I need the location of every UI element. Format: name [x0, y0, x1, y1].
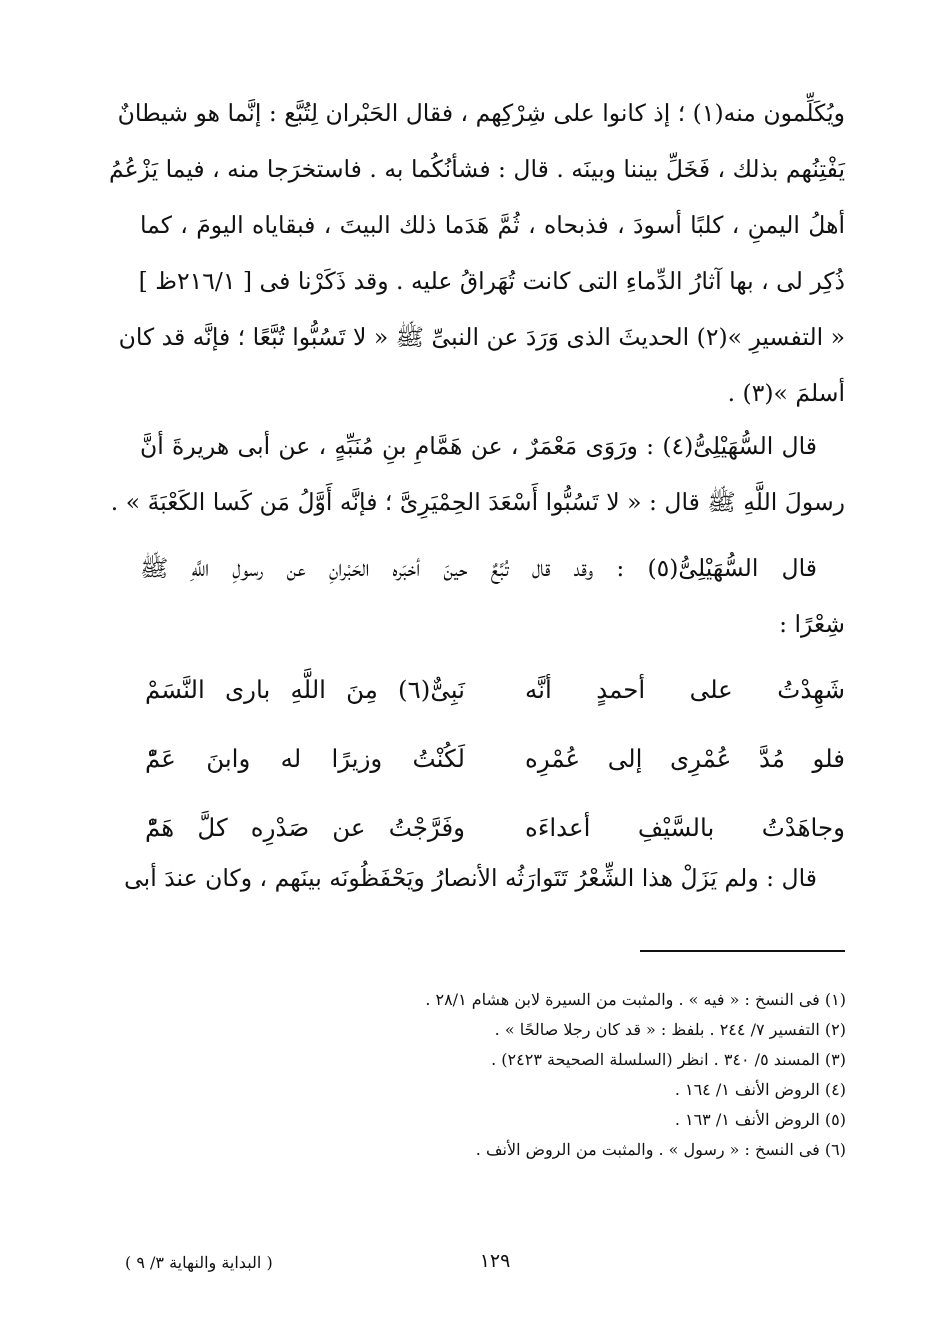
text-line: قال السُّهَيْلِىُّ(٤) : ورَوَى مَعْمَرٌ ، عن هَمَّامِ بنِ مُنَبِّهٍ ، عن أبى هريرةَ أنَّ — [140, 432, 817, 460]
text-line: « التفسيرِ »(٢) الحديثَ الذى وَرَدَ عن النبىِّ ﷺ « لا تَسُبُّوا تُبَّعًا ؛ فإنَّه قد كان — [118, 323, 845, 351]
footnotes — [226, 985, 846, 1165]
footnote: (٢) التفسير ٧/ ٢٤٤ . بلفظ : « قد كان رجلا صالحًا » . — [494, 1020, 846, 1039]
text-line: رسولَ اللَّهِ ﷺ قال : « لا تَسُبُّوا أَسْعَدَ الحِمْيَرِىَّ ؛ فإنَّه أَوَّلُ مَن كَسا الكَعْبَةَ » . — [110, 488, 845, 516]
poem-verse — [145, 655, 845, 724]
poem — [145, 655, 845, 862]
text-line: أهلُ اليمنِ ، كلبًا أسودَ ، فذبحاه ، ثُمَّ هَدَما ذلك البيتَ ، فبقاياه اليومَ ، كما — [140, 211, 845, 239]
text-line: قال : ولم يَزَلْ هذا الشِّعْرُ تَتَوارَثُه الأنصارُ ويَحْفَظُونَه بينَهم ، وكان عندَ أبى — [124, 864, 817, 892]
verse-second-hemistich: لَكُنْتُ وزيرًا له وابنَ عَمّْ — [145, 744, 465, 773]
text-line: شِعْرًا : — [779, 610, 845, 638]
body-paragraph-3 — [140, 540, 845, 652]
body-paragraph-4 — [124, 850, 845, 906]
footnote: (٥) الروض الأنف ١/ ١٦٣ . — [674, 1110, 846, 1129]
text-line: يَفْتِنُهم بذلك ، فَخَلِّ بيننا وبينَه . قال : فشأنُكُما به . فاستخرَجا منه ، فيما يَزْعُمُ — [108, 155, 845, 183]
text-line: ويُكَلِّمون منه(١) ؛ إذ كانوا على شِرْكِهم ، فقال الحَبْران لِتُبَّع : إنَّما هو شيطانٌ — [117, 99, 845, 127]
body-paragraph-1 — [108, 85, 845, 421]
body-paragraph-2 — [110, 418, 845, 530]
verse-first-hemistich: شَهِدْتُ على أحمدٍ أنَّه — [525, 675, 845, 704]
text-line: قال السُّهَيْلِىُّ(٥) : وقد قال تُبَّعٌ حينَ أخبَره الحَبْرانِ عن رسولِ اللَّهِ ﷺ — [140, 554, 817, 582]
verse-second-hemistich: نَبِىٌّ(٦) مِنَ اللَّهِ بارى النَّسَمْ — [145, 675, 465, 704]
verse-second-hemistich: وفَرَّجْتُ عن صَدْرِه كلَّ هَمّْ — [145, 813, 465, 842]
verse-first-hemistich: فلو مُدَّ عُمْرِى إلى عُمْرِه — [525, 744, 845, 773]
footnote: (٦) فى النسخ : « رسول » . والمثبت من الروض الأنف . — [475, 1140, 846, 1159]
page-number: ١٢٩ — [479, 1250, 511, 1272]
text-line: ذُكِر لى ، بها آثارُ الدِّماءِ التى كانت تُهَراقُ عليه . وقد ذَكَرْنا فى [ ٢١٦/١ظ ] — [138, 267, 845, 295]
footnote-separator — [640, 950, 845, 952]
verse-first-hemistich: وجاهَدْتُ بالسَّيْفِ أعداءَه — [525, 813, 845, 842]
running-title: ( البداية والنهاية ٣/ ٩ ) — [125, 1253, 273, 1272]
footnote: (٣) المسند ٥/ ٣٤٠ . انظر (السلسلة الصحيحة ٢٤٢٣) . — [491, 1050, 846, 1069]
text-line: أسلمَ »(٣) . — [727, 379, 845, 407]
footnote: (٤) الروض الأنف ١/ ١٦٤ . — [674, 1080, 846, 1099]
poem-verse — [145, 724, 845, 793]
footnote: (١) فى النسخ : « فيه » . والمثبت من السيرة لابن هشام ٢٨/١ . — [425, 990, 846, 1009]
